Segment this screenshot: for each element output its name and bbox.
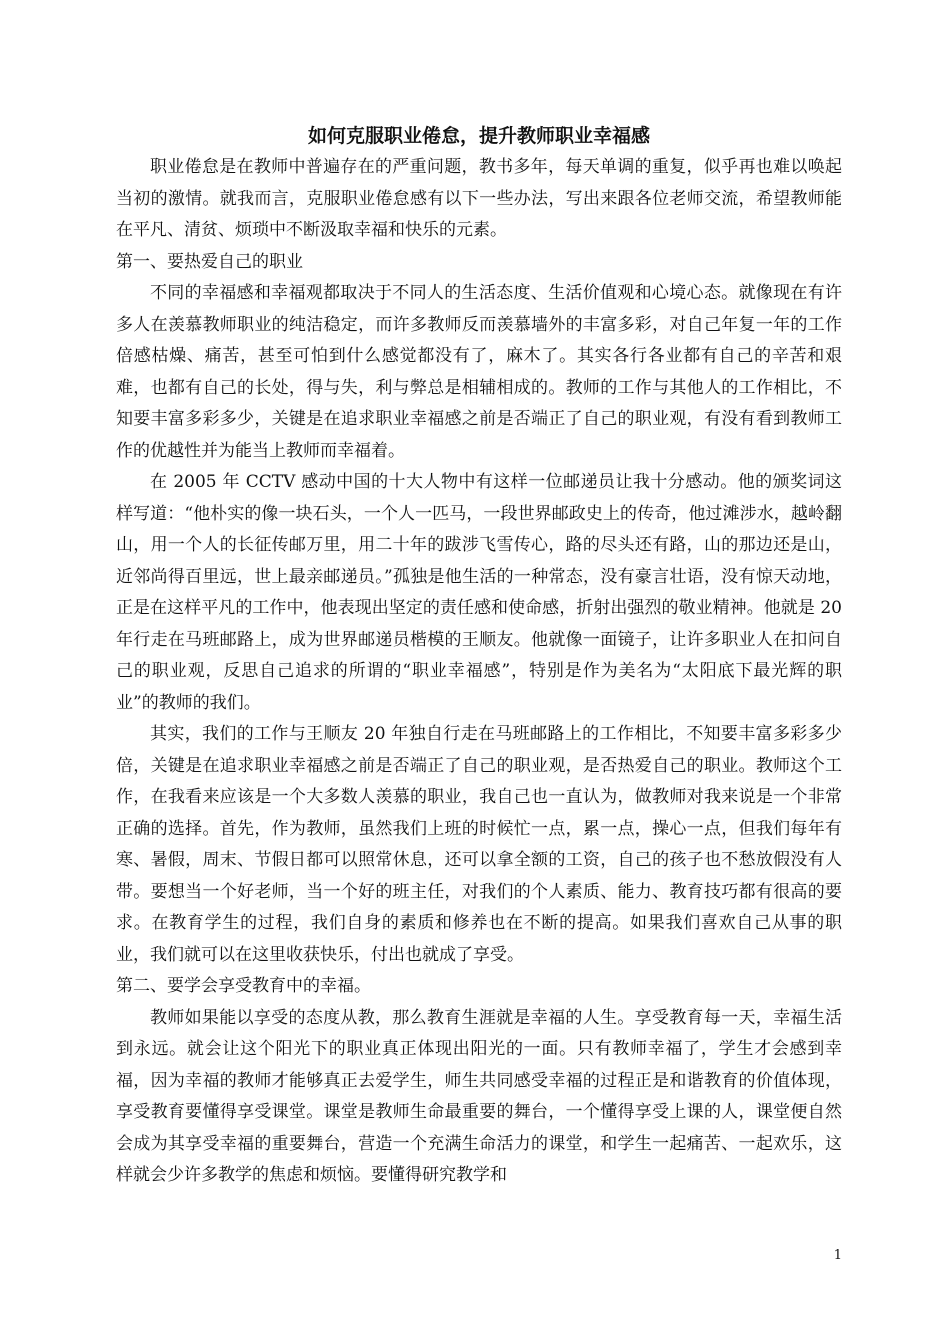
document-body [116, 120, 842, 1192]
paragraph-intro: 职业倦怠是在教师中普遍存在的严重问题，教书多年，每天单调的重复，似乎再也难以唤起当初的激情。就我而言，克服职业倦怠感有以下一些办法，写出来跟各位老师交流，希望教师能在平凡、清贫、烦琐中不断汲取幸福和快乐的元素。 [116, 157, 842, 240]
section-heading-2: 第二、要学会享受教育中的幸福。 [116, 976, 371, 996]
paragraph: 在 2005 年 CCTV 感动中国的十大人物中有这样一位邮递员让我十分感动。他的颁奖词这样写道：“他朴实的像一块石头，一个人一匹马，一段世界邮政史上的传奇，他过滩涉水，越岭翻山，用一个人的长征传邮万里，用二十年的跋涉飞雪传心，路的尽头还有路，山的那边还是山，近邻尚得百里远，世上最亲邮递员。”孤独是他生活的一种常态，没有豪言壮语，没有惊天动地，正是在这样平凡的工作中，他表现出坚定的责任感和使命感，折射出强烈的敬业精神。他就是 20 年行走在马班邮路上，成为世界邮递员楷模的王顺友。他就像一面镜子，让许多职业人在扣问自己的职业观，反思自己追求的所谓的“职业幸福感”，特别是作为美名为“太阳底下最光辉的职业”的教师的我们。 [116, 472, 842, 713]
paragraph: 教师如果能以享受的态度从教，那么教育生涯就是幸福的人生。享受教育每一天，幸福生活到永远。就会让这个阳光下的职业真正体现出阳光的一面。只有教师幸福了，学生才会感到幸福，因为幸福的教师才能够真正去爱学生，师生共同感受幸福的过程正是和谐教育的价值体现，享受教育要懂得享受课堂。课堂是教师生命最重要的舞台，一个懂得享受上课的人，课堂便自然会成为其享受幸福的重要舞台，营造一个充满生命活力的课堂，和学生一起痛苦、一起欢乐，这样就会少许多教学的焦虑和烦恼。要懂得研究教学和 [116, 1007, 842, 1185]
page-number: 1 [833, 1248, 842, 1263]
document-title: 如何克服职业倦怠，提升教师职业幸福感 [307, 125, 650, 147]
section-heading-1: 第一、要热爱自己的职业 [116, 251, 303, 272]
paragraph: 其实，我们的工作与王顺友 20 年独自行走在马班邮路上的工作相比，不知要丰富多彩多少倍，关键是在追求职业幸福感之前是否端正了自己的职业观，是否热爱自己的职业。教师这个工作，在我看来应该是一个大多数人羡慕的职业，我自己也一直认为，做教师对我来说是一个非常正确的选择。首先，作为教师，虽然我们上班的时候忙一点，累一点，操心一点，但我们每年有寒、暑假，周末、节假日都可以照常休息，还可以拿全额的工资，自己的孩子也不愁放假没有人带。要想当一个好老师，当一个好的班主任，对我们的个人素质、能力、教育技巧都有很高的要求。在教育学生的过程，我们自身的素质和修养也在不断的提高。如果我们喜欢自己从事的职业，我们就可以在这里收获快乐，付出也就成了享受。 [116, 724, 842, 965]
paragraph: 不同的幸福感和幸福观都取决于不同人的生活态度、生活价值观和心境心态。就像现在有许多人在羡慕教师职业的纯洁稳定，而许多教师反而羡慕墙外的丰富多彩，对自己年复一年的工作倍感枯燥、痛苦，甚至可怕到什么感觉都没有了，麻木了。其实各行各业都有自己的辛苦和艰难，也都有自己的长处，得与失，利与弊总是相辅相成的。教师的工作与其他人的工作相比，不知要丰富多彩多少，关键是在追求职业幸福感之前是否端正了自己的职业观，有没有看到教师工作的优越性并为能当上教师而幸福着。 [116, 283, 842, 461]
